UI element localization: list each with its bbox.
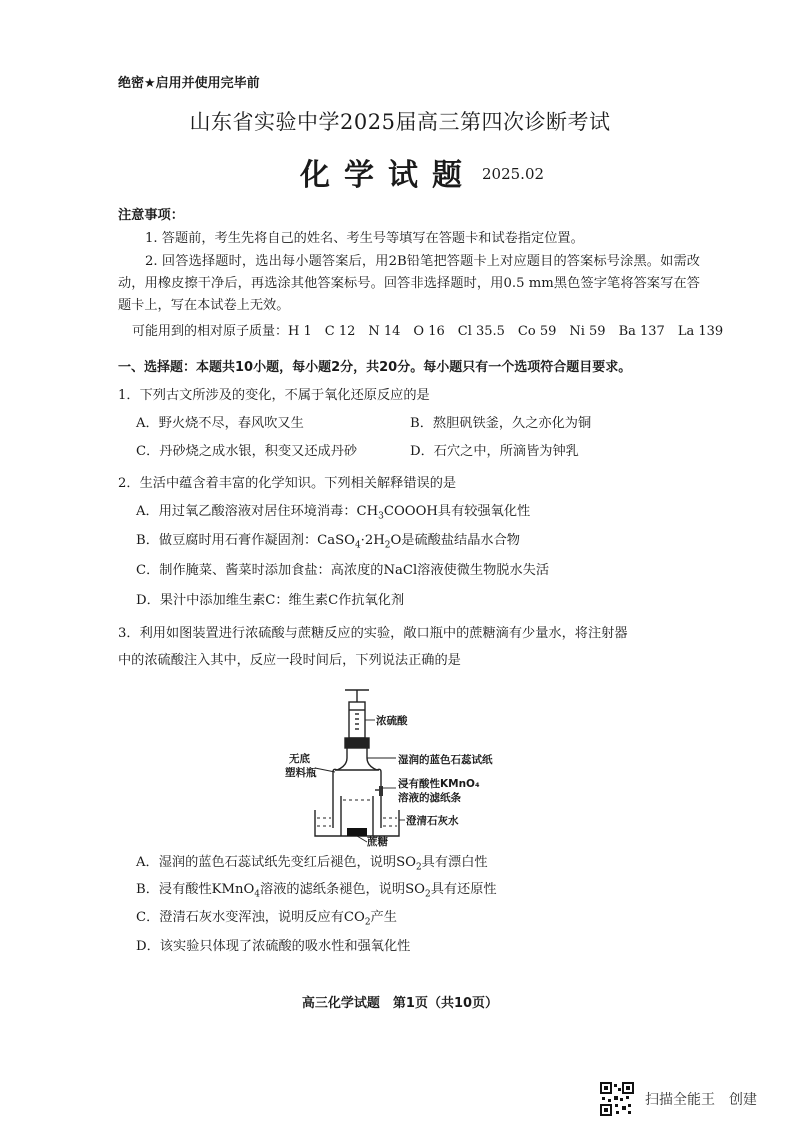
- notes-item-2: 2. 回答选择题时，选出每小题答案后，用2B铅笔把答题卡上对应题目的答案标号涂黑。如需改动，用橡皮擦干净后，再选涂其他答案标号。回答非选择题时，用0.5 mm黑色签字笔将答案写在答题卡上，写在本试卷上无效。: [118, 254, 700, 313]
- q1-option-a: A．野火烧不尽，春风吹又生: [136, 416, 304, 431]
- exam-title: 山东省实验中学2025届高三第四次诊断考试: [189, 110, 611, 134]
- atomic-masses: 可能用到的相对原子质量：H 1 C 12 N 14 O 16 Cl 35.5 Co 59 Ni 59 Ba 137 La 139: [132, 324, 724, 339]
- label-limewater: 澄清石灰水: [406, 815, 459, 827]
- q3-option-b: B．浸有酸性KMnO$_4$溶液的滤纸条褪色，说明$SO_2$具有还原性: [136, 882, 497, 900]
- notes-heading: 注意事项：: [118, 208, 184, 223]
- label-sucrose: 蔗糖: [367, 836, 388, 848]
- label-bottle-line1: 无底: [289, 753, 310, 765]
- notes-item-1: 1. 答题前，考生先将自己的姓名、考生号等填写在答题卡和试卷指定位置。: [145, 231, 584, 246]
- label-litmus: 湿润的蓝色石蕊试纸: [398, 754, 493, 766]
- scanner-watermark: 扫描全能王 创建: [645, 1092, 757, 1108]
- q3-option-a: A．湿润的蓝色石蕊试纸先变红后褪色，说明$SO_2$具有漂白性: [136, 855, 488, 873]
- subject-title: 化学试题: [300, 158, 476, 193]
- q2-option-b: B．做豆腐时用石膏作凝固剂：$CaSO_4\cdot 2H_2O$是硫酸盐结晶水合物: [136, 533, 520, 551]
- q1-option-c: C．丹砂烧之成水银，积变又还成丹砂: [136, 444, 358, 459]
- q1-option-d: D．石穴之中，所滴皆为钟乳: [410, 444, 579, 459]
- q1-stem: 1．下列古文所涉及的变化，不属于氧化还原反应的是: [118, 388, 430, 403]
- q1-option-b: B．熬胆矾铁釜，久之亦化为铜: [410, 416, 592, 431]
- q2-option-d: D．果汁中添加维生素C：维生素C作抗氧化剂: [136, 593, 405, 608]
- apparatus-diagram: [275, 688, 535, 850]
- label-kmno4-line2: 溶液的滤纸条: [398, 792, 461, 804]
- exam-date: 2025.02: [482, 165, 545, 183]
- q3-stem-line1: 3．利用如图装置进行浓硫酸与蔗糖反应的实验，敞口瓶中的蔗糖滴有少量水，将注射器: [118, 626, 628, 641]
- confidential-mark: 绝密★启用并使用完毕前: [118, 76, 260, 91]
- q3-option-c: C．澄清石灰水变浑浊，说明反应有$CO_2$产生: [136, 910, 397, 928]
- q2-stem: 2．生活中蕴含着丰富的化学知识。下列相关解释错误的是: [118, 476, 457, 491]
- page-footer: 高三化学试题 第1页（共10页）: [301, 996, 499, 1011]
- q3-option-d: D．该实验只体现了浓硫酸的吸水性和强氧化性: [136, 939, 411, 954]
- qr-code-icon: [600, 1082, 634, 1116]
- q2-option-a: A．用过氧乙酸溶液对居住环境消毒：$CH_3COOOH$具有较强氧化性: [136, 504, 531, 522]
- section-heading: 一、选择题：本题共10小题，每小题2分，共20分。每小题只有一个选项符合题目要求。: [118, 360, 632, 375]
- q3-stem-line2: 中的浓硫酸注入其中，反应一段时间后，下列说法正确的是: [118, 653, 461, 668]
- label-kmno4-line1: 浸有酸性KMnO₄: [398, 778, 480, 790]
- label-concentrated-acid: 浓硫酸: [376, 715, 408, 727]
- label-bottle-line2: 塑料瓶: [285, 767, 317, 779]
- q2-option-c: C．制作腌菜、酱菜时添加食盐：高浓度的NaCl溶液使微生物脱水失活: [136, 563, 550, 578]
